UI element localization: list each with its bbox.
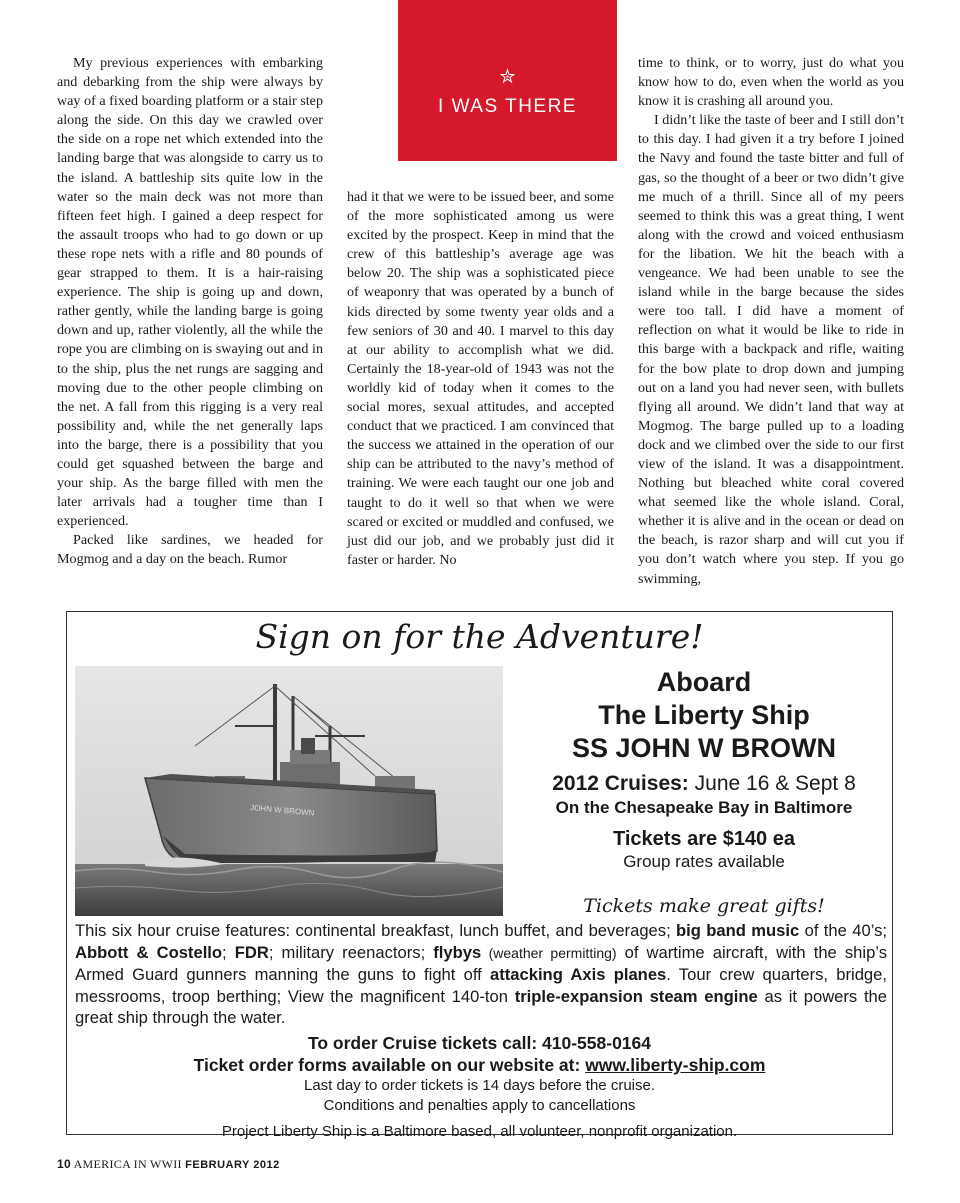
aboard-text: Aboard	[656, 667, 752, 697]
hull-name-text: JOHN W BROWN	[249, 803, 315, 818]
ad-headline: Sign on for the Adventure!	[255, 617, 704, 656]
conditions-note: Conditions and penalties apply to cancellations	[323, 1097, 636, 1114]
last-day-note: Last day to order tickets is 14 days before the cruise.	[303, 1077, 655, 1094]
feature-text: ;	[222, 942, 235, 962]
article-column-2	[347, 188, 614, 570]
feature-highlight: attacking Axis planes	[489, 965, 667, 984]
feature-text: . Tour crew quarters, bridge, messrooms, troop berthing; View the magnificent 140-ton	[75, 965, 887, 1006]
order-phone: To order Cruise tickets call: 410-558-0164	[307, 1033, 652, 1053]
feature-text: (weather permitting)	[481, 944, 617, 961]
feature-highlight: FDR	[234, 942, 269, 962]
gifts-tagline: Tickets make great gifts!	[583, 895, 825, 917]
article-column-3	[638, 54, 904, 589]
issue-date: FEBRUARY 2012	[185, 1159, 280, 1171]
group-rates: Group rates available	[623, 852, 785, 871]
cruises-dates-value: June 16 & Sept 8	[688, 772, 856, 795]
feature-highlight: triple-expansion steam engine	[514, 986, 758, 1006]
liberty-ship-photo	[75, 666, 503, 916]
cruises-label: 2012 Cruises:	[552, 772, 689, 795]
ad-details	[504, 666, 904, 873]
article-column-1	[57, 54, 323, 570]
feature-text: of the 40’s;	[799, 921, 887, 940]
feature-text: of wartime aircraft, with the ship’s Armed Guard gunners manning the guns to fight off	[75, 942, 887, 984]
article-paragraph: Packed like sardines, we headed for Mogmog and a day on the beach. Rumor	[57, 532, 323, 568]
feature-text: This six hour cruise features: continental breakfast, lunch buffet, and beverages;	[75, 921, 677, 940]
feature-text: as it powers the great ship through the water.	[75, 986, 888, 1027]
banner-title: I WAS THERE	[438, 96, 577, 117]
ship-type-text: The Liberty Ship	[598, 700, 810, 730]
feature-highlight: flybys	[433, 942, 482, 962]
cruise-dates	[504, 771, 904, 797]
ship-name: SS JOHN W BROWN	[571, 733, 836, 763]
feature-text: ; military reenactors;	[268, 942, 434, 962]
feature-highlight: Abbott & Costello	[75, 942, 223, 962]
page-footer	[57, 1157, 280, 1172]
website-link[interactable]: www.liberty-ship.com	[585, 1055, 766, 1075]
order-website	[67, 1054, 892, 1076]
magazine-name: AMERICA IN WWII	[73, 1157, 182, 1171]
article-paragraph: I didn’t like the taste of beer and I still don’t to this day. I had given it a try before I joined the Navy and found the taste bitter and full of gas, so the thought of a beer or two didn’t give me much of a thrill. Since all of my peers seemed to think this was a great thing, I went along with the crowd and voiced enthusiasm for the libation. We hit the beach with a vengeance. We had been unable to see the island while in the barge because the sides were too tall. I did have a moment of reflection on what it would be like to ride in this barge with a backpack and rifle, waiting for the bow plate to drop down and jumping out on a land you had never seen, with bullets flying all around. We didn’t land that way at Mogmog. The barge pulled up to a loading dock and we climbed over the side to our first view of the island. It was a disappointment. Nothing but bleached white coral covered what seemed like the whole island. Coral, whether it is alive and in the ocean or dead on the beach, is razor sharp and will cut you if you don’t watch where you step. If you go swimming,	[638, 112, 904, 587]
star-icon: ✮	[499, 64, 516, 88]
i-was-there-banner	[398, 0, 617, 161]
cruise-advertisement	[66, 611, 893, 1140]
ticket-price: Tickets are $140 ea	[612, 828, 795, 850]
cruise-features	[75, 920, 887, 1029]
article-paragraph: had it that we were to be issued beer, and some of the more sophisticated among us were excited by the prospect. Keep in mind that the crew of this battleship’s average age was below 20. The ship was a sophisticated piece of weaponry that was operated by a bunch of kids directed by some twenty year olds and a few seniors of 30 and 40. I marvel to this day at our ability to accomplish what we did. Certainly the 18-year-old of 1943 was not the worldly kid of today when it comes to the social mores, sexual attitudes, and accepted conduct that we practiced. I am convinced that the success we attained in the operation of our ship can be attributed to the navy’s method of training. We were each taught our one job and taught to do it well so that when we were scared or excited or muddled and confused, we just did our job, and we probably just did it faster or harder. No	[347, 189, 614, 568]
order-info	[67, 1032, 892, 1142]
organization-note: Project Liberty Ship is a Baltimore based, all volunteer, nonprofit organization.	[221, 1123, 738, 1140]
article-paragraph: time to think, or to worry, just do what you know how to do, even when the world as you know it is crashing all around you.	[638, 55, 904, 110]
feature-highlight: big band music	[676, 921, 800, 940]
article-paragraph: My previous experiences with embarking and debarking from the ship were always by way of a fixed boarding platform or a stair step along the side. On this day we crawled over the side on a rope net which extended into the landing barge that was alongside to carry us to the island. A battleship sits quite low in the water so the main deck was not more than fifteen feet high. I gained a deep respect for the assault troops who had to go down or up these rope nets with a rifle and 80 pounds of gear strapped to them. It is a hair-raising experience. The ship is going up and down, rather gently, while the landing barge is going down and up, rather violently, all the while the rope you are climbing on is swaying out and in to the ship, plus the net rungs are sagging and moving due to the other people climbing on the net. A fall from this rigging is a very real possibility and, while the net generally laps into the barge, there is a possibility that you could get squashed between the barge and your ship. As the barge filled with men the later arrivals had a tougher time than I experienced.	[57, 55, 323, 530]
page-number: 10	[57, 1157, 71, 1171]
order-web-prefix: Ticket order forms available on our website at:	[193, 1055, 586, 1075]
cruise-location: On the Chesapeake Bay in Baltimore	[555, 798, 853, 817]
